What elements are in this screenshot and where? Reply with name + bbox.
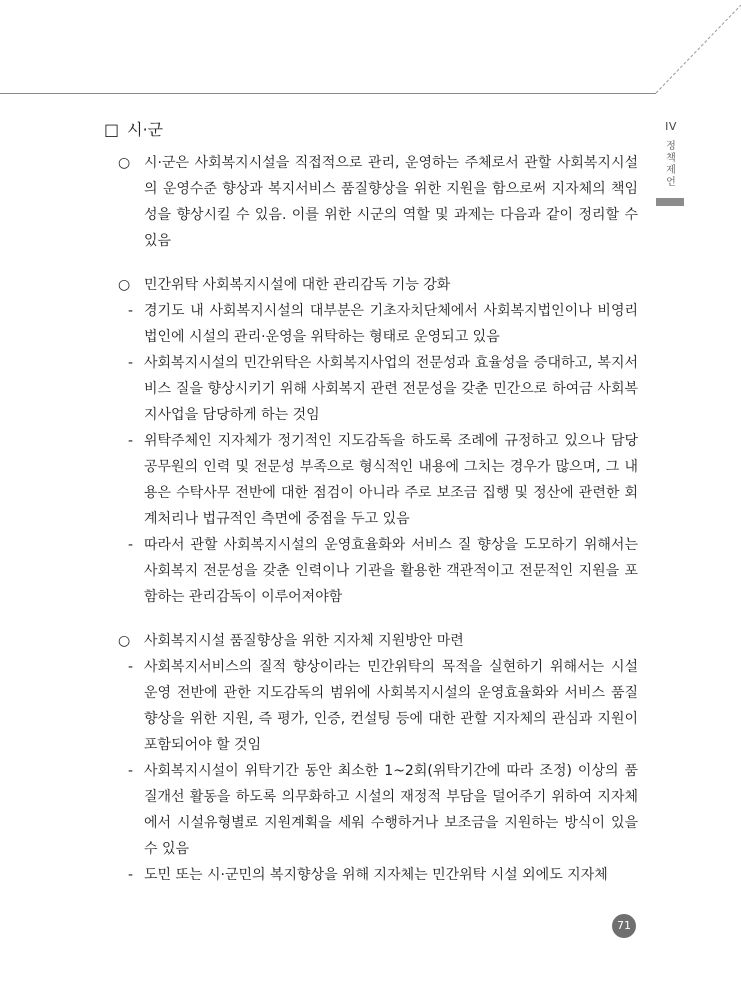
dash-item-text: 사회복지시설의 민간위탁은 사회복지사업의 전문성과 효율성을 증대하고, 복지서비스 질을 향상시키기 위해 사회복지 관련 전문성을 갖춘 민간으로 하여금 사회복지사업을 담당하게 하는 것임 — [144, 355, 638, 423]
section-heading — [104, 116, 638, 144]
dash-item-text: 위탁주체인 지자체가 정기적인 지도감독을 하도록 조례에 규정하고 있으나 담당 공무원의 인력 및 전문성 부족으로 형식적인 내용에 그치는 경우가 많으며, 그 내용은 수탁사무 전반에 대한 점검이 아니라 주로 보조금 집행 및 정산에 관련한 회계처리나 법규적인 측면에 중점을 두고 있음 — [144, 433, 638, 527]
dash-item — [104, 654, 638, 758]
bullet-text: 민간위탁 사회복지시설에 대한 관리감독 기능 강화 — [144, 277, 451, 293]
circle-bullet-icon: ○ — [118, 277, 131, 293]
chapter-marker-bar — [656, 198, 684, 206]
dash-bullet-icon: - — [128, 763, 134, 779]
circle-bullet-icon: ○ — [118, 155, 131, 171]
bullet-text: 사회복지시설 품질향상을 위한 지자체 지원방안 마련 — [144, 633, 464, 649]
dash-item — [104, 350, 638, 428]
circle-bullet-paragraph — [104, 150, 638, 254]
circle-bullet-paragraph — [104, 628, 638, 654]
paragraph-gap — [104, 610, 638, 628]
paragraph-gap — [104, 254, 638, 272]
chapter-numeral: IV — [665, 120, 677, 133]
dash-bullet-icon: - — [128, 433, 134, 449]
dash-bullet-icon: - — [128, 659, 134, 675]
dash-item-text: 도민 또는 시·군민의 복지향상을 위해 지자체는 민간위탁 시설 외에도 지자체 — [144, 867, 608, 883]
chapter-label: 정책 제언 — [666, 141, 676, 188]
dash-bullet-icon: - — [128, 355, 134, 371]
bullet-text: 시·군은 사회복지시설을 직접적으로 관리, 운영하는 주체로서 관할 사회복지시설의 운영수준 향상과 복지서비스 품질향상을 위한 지원을 함으로써 지자체의 책임성을 향상시킬 수 있음. 이를 위한 시군의 역할 및 과제는 다음과 같이 정리할 수 있음 — [144, 155, 638, 249]
dash-item — [104, 862, 638, 888]
dash-item-text: 사회복지서비스의 질적 향상이라는 민간위탁의 목적을 실현하기 위해서는 시설 운영 전반에 관한 지도감독의 범위에 사회복지시설의 운영효율화와 서비스 품질향상을 위한 지원, 즉 평가, 인증, 컨설팅 등에 대한 관할 지자체의 관심과 지원이 포함되어야 할 것임 — [144, 659, 638, 753]
dash-bullet-icon: - — [128, 303, 134, 319]
circle-bullet-icon: ○ — [118, 633, 131, 649]
chapter-side-tab — [657, 120, 685, 189]
dash-item — [104, 758, 638, 862]
section-title: 시·군 — [127, 120, 164, 139]
dash-bullet-icon: - — [128, 537, 134, 553]
dash-item — [104, 298, 638, 350]
main-content — [104, 116, 638, 888]
page-number: 71 — [612, 914, 636, 938]
circle-bullet-paragraph — [104, 272, 638, 298]
header-diagonal-decoration — [0, 0, 741, 100]
square-bullet-icon: □ — [104, 120, 120, 139]
dash-item — [104, 532, 638, 610]
dash-item-text: 사회복지시설이 위탁기간 동안 최소한 1~2회(위탁기간에 따라 조정) 이상의 품질개선 활동을 하도록 의무화하고 시설의 재정적 부담을 덜어주기 위하여 지자체에서 시설유형별로 지원계획을 세워 수행하거나 보조금을 지원하는 방식이 있을 수 있음 — [144, 763, 638, 857]
dash-item-text: 경기도 내 사회복지시설의 대부분은 기초자치단체에서 사회복지법인이나 비영리법인에 시설의 관리·운영을 위탁하는 형태로 운영되고 있음 — [144, 303, 638, 345]
dash-item — [104, 428, 638, 532]
dash-bullet-icon: - — [128, 867, 134, 883]
dash-item-text: 따라서 관할 사회복지시설의 운영효율화와 서비스 질 향상을 도모하기 위해서는 사회복지 전문성을 갖춘 인력이나 기관을 활용한 객관적이고 전문적인 지원을 포함하는 관리감독이 이루어져야함 — [144, 537, 638, 605]
paragraph-list — [104, 150, 638, 888]
